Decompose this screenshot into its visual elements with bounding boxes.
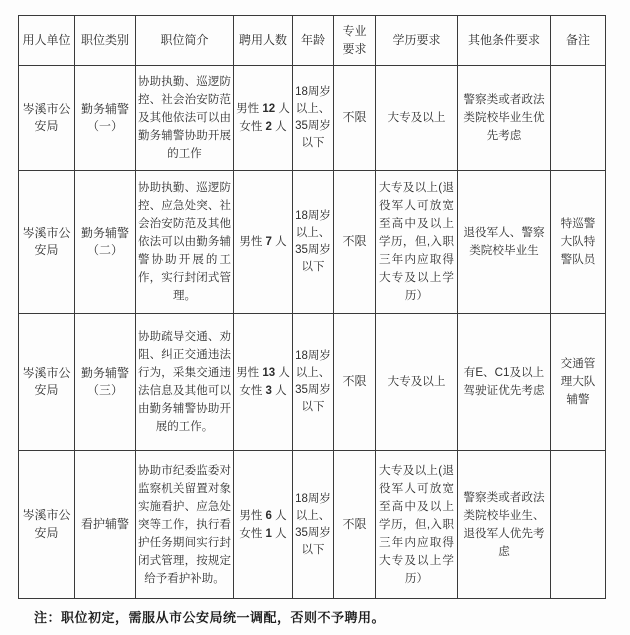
positions-table — [18, 15, 606, 599]
cell-category: 勤务辅警（三） — [75, 314, 136, 451]
headcount-male: 男性 7 人 — [239, 236, 287, 248]
header-headcount: 聘用人数 — [234, 16, 293, 66]
header-major-label: 专业要求 — [342, 24, 367, 56]
header-category: 职位类别 — [75, 16, 136, 66]
cell-other: 有E、C1及以上驾驶证优先考虑 — [458, 314, 551, 451]
cell-description: 协助执勤、巡逻防控、应急处突、社会治安防范及其他依法可以由勤务辅警协助开展的工作，实行封闭式管理。 — [136, 171, 234, 314]
cell-age: 18周岁以上、35周岁以下 — [293, 66, 334, 171]
cell-education: 大专及以上 — [376, 314, 458, 451]
cell-headcount — [234, 171, 293, 314]
cell-category: 勤务辅警（二） — [75, 171, 136, 314]
cell-employer: 岑溪市公安局 — [19, 314, 75, 451]
cell-headcount — [234, 451, 293, 599]
headcount-female: 女性 2 人 — [239, 121, 287, 133]
cell-employer: 岑溪市公安局 — [19, 171, 75, 314]
cell-major: 不限 — [334, 171, 376, 314]
cell-employer: 岑溪市公安局 — [19, 66, 75, 171]
cell-description: 协助执勤、巡逻防控、社会治安防范及其他依法可以由勤务辅警协助开展的工作 — [136, 66, 234, 171]
headcount-male: 男性 13 人 — [236, 367, 290, 379]
cell-education: 大专及以上(退役军人可放宽至高中及以上学历，但,入职三年内应取得大专及以上学历） — [376, 451, 458, 599]
cell-headcount — [234, 66, 293, 171]
headcount-male: 男性 6 人 — [239, 509, 287, 522]
header-major — [334, 16, 376, 66]
cell-other: 警察类或者政法类院校毕业生优先考虑 — [458, 66, 551, 171]
cell-age: 18周岁以上、35周岁以下 — [293, 171, 334, 314]
table-row — [19, 451, 606, 599]
table-row — [19, 314, 606, 451]
cell-category: 看护辅警 — [75, 451, 136, 599]
headcount-male: 男性 12 人 — [236, 103, 290, 115]
cell-employer: 岑溪市公安局 — [19, 451, 75, 599]
header-other: 其他条件要求 — [458, 16, 551, 66]
cell-description: 协助疏导交通、劝阻、纠正交通违法行为，采集交通违法信息及其他可以由勤务辅警协助开展的工作。 — [136, 314, 234, 451]
headcount-female: 女性 1 人 — [239, 527, 287, 540]
cell-remark — [551, 451, 606, 599]
cell-major: 不限 — [334, 314, 376, 451]
header-remark: 备注 — [551, 16, 606, 66]
cell-category: 勤务辅警（一） — [75, 66, 136, 171]
cell-education: 大专及以上 — [376, 66, 458, 171]
footnote: 注：职位初定，需服从市公安局统一调配，否则不予聘用。 — [34, 610, 386, 625]
cell-remark — [551, 66, 606, 171]
cell-age: 18周岁以上、35周岁以下 — [293, 314, 334, 451]
cell-major: 不限 — [334, 66, 376, 171]
header-age: 年龄 — [293, 16, 334, 66]
cell-headcount — [234, 314, 293, 451]
cell-other: 退役军人、警察类院校毕业生 — [458, 171, 551, 314]
cell-major: 不限 — [334, 451, 376, 599]
cell-remark: 交通管理大队辅警 — [551, 314, 606, 451]
cell-age: 18周岁以上、35周岁以下 — [293, 451, 334, 599]
cell-description: 协助市纪委监委对监察机关留置对象实施看护、应急处突等工作，执行看护任务期间实行封闭式管理，按规定给予看护补助。 — [136, 451, 234, 599]
headcount-female: 女性 3 人 — [239, 385, 287, 397]
cell-other: 警察类或者政法类院校毕业生、退役军人优先考虑 — [458, 451, 551, 599]
cell-education: 大专及以上(退役军人可放宽至高中及以上学历，但,入职三年内应取得大专及以上学历） — [376, 171, 458, 314]
header-row — [19, 16, 606, 66]
table-row — [19, 66, 606, 171]
header-education: 学历要求 — [376, 16, 458, 66]
header-employer: 用人单位 — [19, 16, 75, 66]
cell-remark: 特巡警大队特警队员 — [551, 171, 606, 314]
table-row — [19, 171, 606, 314]
header-description: 职位简介 — [136, 16, 234, 66]
